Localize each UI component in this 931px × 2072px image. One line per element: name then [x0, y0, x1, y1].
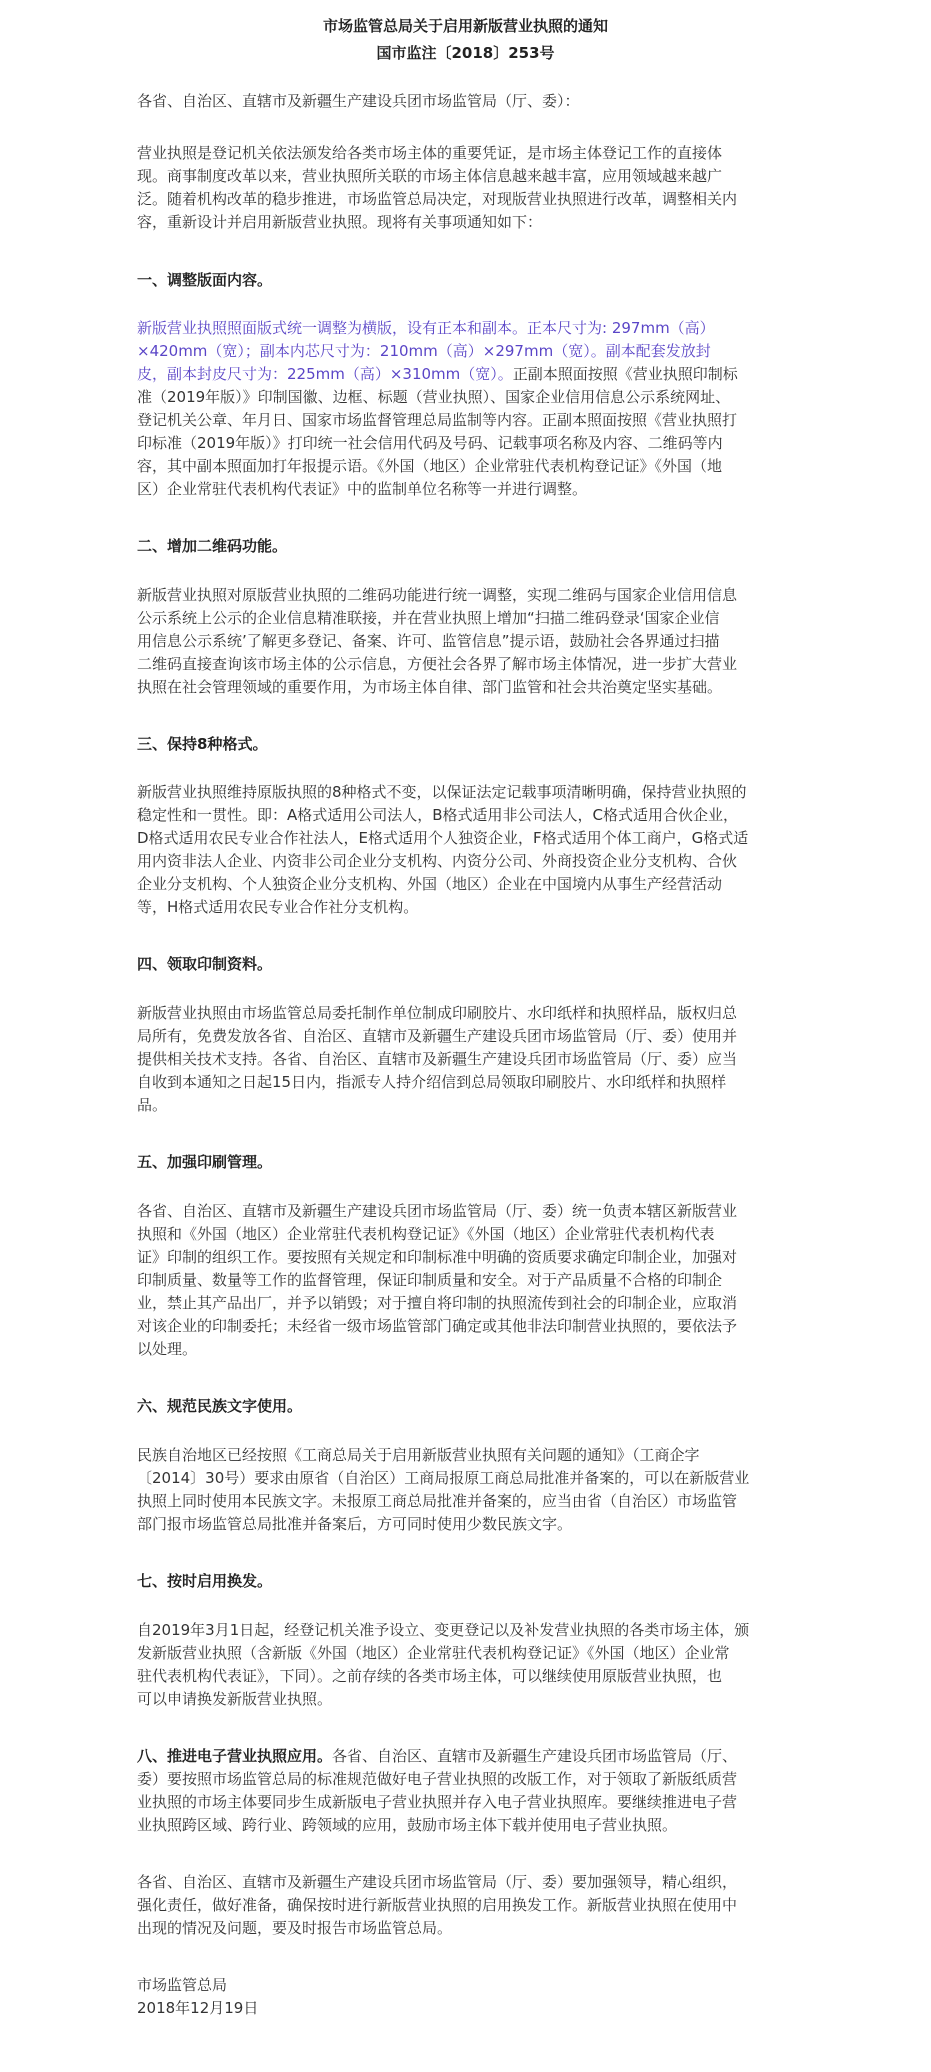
paragraph-line: 证》印制的组织工作。要按照有关规定和印制标准中明确的资质要求确定印制企业，加强对 — [137, 1248, 738, 1266]
paragraph-line: 以处理。 — [137, 1340, 198, 1358]
paragraph-line: 发新版营业执照（含新版《外国（地区）企业常驻代表机构登记证》《外国（地区）企业常 — [137, 1644, 730, 1662]
paragraph-text: 正副本照面按照《营业执照印制标 — [512, 365, 738, 383]
paragraph-line: 二维码直接查询该市场主体的公示信息，方便社会各界了解市场主体情况，进一步扩大营业 — [137, 655, 738, 673]
paragraph-line: 自2019年3月1日起，经登记机关准予设立、变更登记以及补发营业执照的各类市场主体，颁 — [137, 1621, 750, 1639]
paragraph-line: 容，重新设计并启用新版营业执照。现将有关事项通知如下： — [137, 213, 543, 231]
paragraph-line: 公示系统上公示的企业信息精准联接，并在营业执照上增加“扫描二维码登录‘国家企业信 — [137, 609, 720, 627]
paragraph-line: 品。 — [137, 1096, 168, 1114]
section-heading-1: 一、调整版面内容。 — [137, 271, 273, 289]
paragraph-line: 登记机关公章、年月日、国家市场监督管理总局监制等内容。正副本照面按照《营业执照打 — [137, 411, 738, 429]
paragraph-line: 稳定性和一贯性。即：A格式适用公司法人，B格式适用非公司法人，C格式适用合伙企业， — [137, 806, 739, 824]
paragraph-line: 区）企业常驻代表机构代表证》中的监制单位名称等一并进行调整。 — [137, 480, 588, 498]
section-heading-2: 二、增加二维码功能。 — [137, 537, 288, 555]
paragraph-line: 等，H格式适用农民专业合作社分支机构。 — [137, 898, 419, 916]
highlight-line: ×420mm（宽）；副本内芯尺寸为：210mm（高）×297mm（宽）。副本配套发放封 — [137, 342, 711, 360]
paragraph-line: 委）要按照市场监管总局的标准规范做好电子营业执照的改版工作，对于领取了新版纸质营 — [137, 1770, 738, 1788]
paragraph-text: 各省、自治区、直辖市及新疆生产建设兵团市场监管局（厅、 — [332, 1747, 738, 1765]
title-doc-number: 国市监注〔2018〕253号 — [376, 44, 555, 62]
paragraph-line: 企业分支机构、个人独资企业分支机构、外国（地区）企业在中国境内从事生产经营活动 — [137, 875, 723, 893]
paragraph-line: 对该企业的印制委托；未经省一级市场监管部门确定或其他非法印制营业执照的，要依法予 — [137, 1317, 738, 1335]
paragraph-line: 驻代表机构代表证》，下同）。之前存续的各类市场主体，可以继续使用原版营业执照，也 — [137, 1667, 723, 1685]
highlight-line: 新版营业执照照面版式统一调整为横版，设有正本和副本。正本尺寸为: 297mm（高） — [137, 319, 715, 337]
paragraph-line — [137, 364, 738, 384]
paragraph-line: 提供相关技术支持。各省、自治区、直辖市及新疆生产建设兵团市场监管局（厅、委）应当 — [137, 1050, 738, 1068]
paragraph-line: 新版营业执照对原版营业执照的二维码功能进行统一调整，实现二维码与国家企业信用信息 — [137, 586, 738, 604]
paragraph-line: 出现的情况及问题，要及时报告市场监管总局。 — [137, 1919, 453, 1937]
paragraph-line: 泛。随着机构改革的稳步推进，市场监管总局决定，对现版营业执照进行改革，调整相关内 — [137, 190, 738, 208]
paragraph-line: 用信息公示系统’了解更多登记、备案、许可、监管信息”提示语，鼓励社会各界通过扫描 — [137, 632, 720, 650]
section-heading-4: 四、领取印制资料。 — [137, 955, 273, 973]
paragraph-line: 执照和《外国（地区）企业常驻代表机构登记证》《外国（地区）企业常驻代表机构代表 — [137, 1225, 715, 1243]
paragraph-line: 各省、自治区、直辖市及新疆生产建设兵团市场监管局（厅、委）统一负责本辖区新版营业 — [137, 1202, 738, 1220]
paragraph-line: 自收到本通知之日起15日内，指派专人持介绍信到总局领取印刷胶片、水印纸样和执照样 — [137, 1073, 727, 1091]
paragraph-line: 局所有，免费发放各省、自治区、直辖市及新疆生产建设兵团市场监管局（厅、委）使用并 — [137, 1027, 738, 1045]
paragraph-line — [137, 1746, 737, 1766]
paragraph-line: 执照上同时使用本民族文字。未报原工商总局批准并备案的，应当由省（自治区）市场监管 — [137, 1492, 738, 1510]
paragraph-line: 印制质量、数量等工作的监督管理，保证印制质量和安全。对于产品质量不合格的印制企 — [137, 1271, 723, 1289]
paragraph-line: 部门报市场监管总局批准并备案后，方可同时使用少数民族文字。 — [137, 1515, 573, 1533]
paragraph-line: 民族自治地区已经按照《工商总局关于启用新版营业执照有关问题的通知》（工商企字 — [137, 1446, 700, 1464]
section-heading-8: 八、推进电子营业执照应用。 — [137, 1747, 333, 1765]
paragraph-line: 用内资非法人企业、内资非公司企业分支机构、内资分公司、外商投资企业分支机构、合伙 — [137, 852, 738, 870]
paragraph-line: 营业执照是登记机关依法颁发给各类市场主体的重要凭证，是市场主体登记工作的直接体 — [137, 144, 723, 162]
section-heading-3: 三、保持8种格式。 — [137, 735, 268, 753]
paragraph-line: 强化责任，做好准备，确保按时进行新版营业执照的启用换发工作。新版营业执照在使用中 — [137, 1896, 738, 1914]
issue-date: 2018年12月19日 — [137, 1999, 259, 2017]
paragraph-line: 各省、自治区、直辖市及新疆生产建设兵团市场监管局（厅、委）要加强领导，精心组织， — [137, 1873, 738, 1891]
paragraph-line: 执照在社会管理领域的重要作用，为市场主体自律、部门监管和社会共治奠定坚实基础。 — [137, 678, 723, 696]
paragraph-line: 现。商事制度改革以来，营业执照所关联的市场主体信息越来越丰富，应用领域越来越广 — [137, 167, 723, 185]
paragraph-line: 业执照跨区域、跨行业、跨领域的应用，鼓励市场主体下载并使用电子营业执照。 — [137, 1816, 678, 1834]
section-heading-6: 六、规范民族文字使用。 — [137, 1397, 303, 1415]
paragraph-line: 可以申请换发新版营业执照。 — [137, 1690, 333, 1708]
salutation: 各省、自治区、直辖市及新疆生产建设兵团市场监管局（厅、委）： — [137, 92, 580, 110]
section-heading-7: 七、按时启用换发。 — [137, 1572, 273, 1590]
highlight-text: 皮，副本封皮尺寸为：225mm（高）×310mm（宽）。 — [137, 365, 513, 383]
paragraph-line: 〔2014〕30号）要求由原省（自治区）工商局报原工商总局批准并备案的，可以在新版营业 — [137, 1469, 750, 1487]
issuing-organization: 市场监管总局 — [137, 1976, 228, 1994]
paragraph-line: D格式适用农民专业合作社法人，E格式适用个人独资企业，F格式适用个体工商户，G格式适 — [137, 829, 749, 847]
paragraph-line: 准（2019年版）》印制国徽、边框、标题（营业执照）、国家企业信用信息公示系统网址、 — [137, 388, 731, 406]
section-heading-5: 五、加强印刷管理。 — [137, 1153, 273, 1171]
paragraph-line: 新版营业执照由市场监管总局委托制作单位制成印刷胶片、水印纸样和执照样品，版权归总 — [137, 1004, 738, 1022]
paragraph-line: 印标准（2019年版）》打印统一社会信用代码及号码、记载事项名称及内容、二维码等内 — [137, 434, 723, 452]
paragraph-line: 业执照的市场主体要同步生成新版电子营业执照并存入电子营业执照库。要继续推进电子营 — [137, 1793, 738, 1811]
paragraph-line: 业，禁止其产品出厂，并予以销毁；对于擅自将印制的执照流传到社会的印制企业，应取消 — [137, 1294, 738, 1312]
paragraph-line: 容，其中副本照面加打年报提示语。《外国（地区）企业常驻代表机构登记证》《外国（地 — [137, 457, 723, 475]
title-main: 市场监管总局关于启用新版营业执照的通知 — [322, 17, 608, 35]
paragraph-line: 新版营业执照维持原版执照的8种格式不变，以保证法定记载事项清晰明确，保持营业执照的 — [137, 783, 747, 801]
